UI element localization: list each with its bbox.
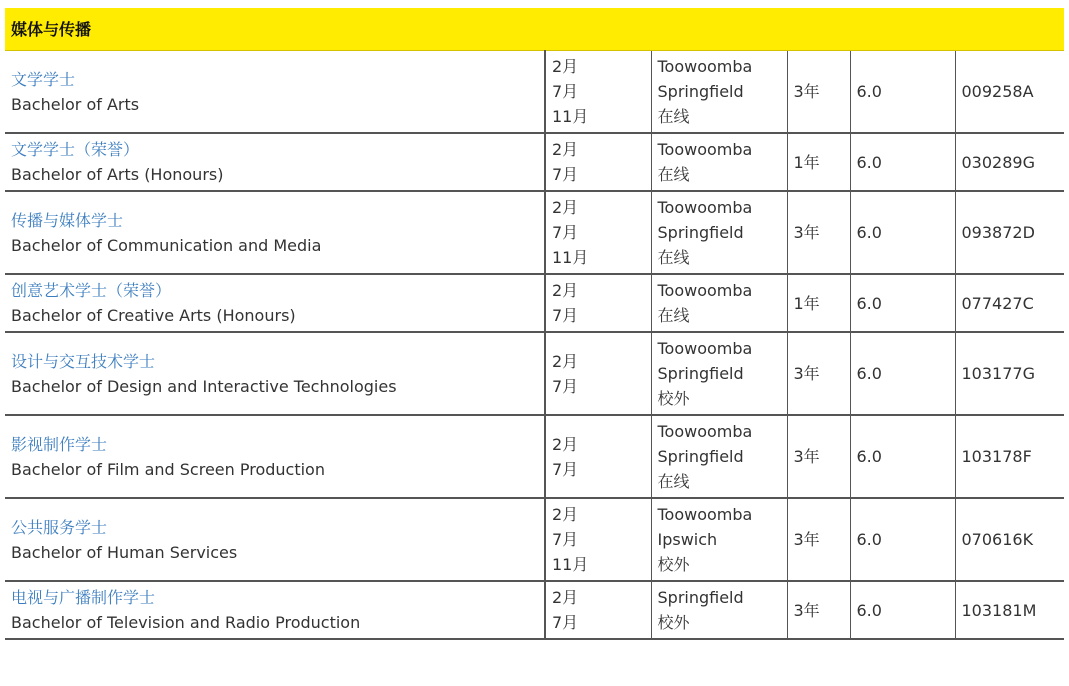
program-english-name: Bachelor of Creative Arts (Honours) [11,306,296,325]
intake-month: 2月 [552,140,579,159]
program-name-cell [5,274,545,332]
ielts-score-cell: 6.0 [850,498,955,581]
ielts-score-cell: 6.0 [850,332,955,415]
section-title: 媒体与传播 [5,8,1064,51]
intake-month: 7月 [552,165,579,184]
program-english-name: Bachelor of Film and Screen Production [11,459,325,479]
campus-cell [651,51,787,134]
program-english-name: Bachelor of Arts [11,94,140,114]
intake-cell [545,133,651,191]
ielts-score-cell: 6.0 [850,191,955,274]
cricos-code-cell: 030289G [955,133,1064,191]
program-link[interactable]: 电视与广播制作学士 [11,588,156,607]
intake-month: 11月 [552,107,589,126]
intake-cell [545,274,651,332]
campus-cell [651,274,787,332]
program-name-cell [5,498,545,581]
cricos-code-cell: 009258A [955,51,1064,134]
intake-month: 11月 [552,248,589,267]
campus-name: 在线 [657,472,690,491]
program-link[interactable]: 文学学士 [11,69,76,89]
table-row [5,191,1064,274]
campus-name: Springfield [657,447,744,466]
campus-name: Toowoomba [657,198,753,217]
table-row [5,498,1064,581]
program-name-cell [5,133,545,191]
duration-cell: 3年 [787,332,850,415]
table-body [5,8,1064,639]
program-name-cell [5,191,545,274]
campus-name: 校外 [657,389,690,408]
cricos-code-cell: 093872D [955,191,1064,274]
program-name-cell [5,581,545,639]
cricos-code-cell: 103181M [955,581,1064,639]
campus-name: 在线 [657,165,690,184]
table-row [5,581,1064,639]
program-name-cell [5,332,545,415]
intake-cell [545,191,651,274]
intake-cell [545,581,651,639]
intake-month: 7月 [552,376,579,396]
intake-month: 2月 [552,505,579,524]
campus-name: Springfield [657,223,744,242]
campus-cell [651,498,787,581]
program-link[interactable]: 影视制作学士 [11,434,108,454]
campus-cell [651,332,787,415]
duration-cell: 3年 [787,581,850,639]
intake-cell [545,51,651,134]
campus-cell [651,133,787,191]
ielts-score-cell: 6.0 [850,415,955,498]
intake-month: 2月 [552,281,579,300]
campus-name: Toowoomba [657,339,753,358]
program-english-name: Bachelor of Communication and Media [11,235,322,255]
campus-name: Springfield [657,364,744,383]
intake-month: 7月 [552,613,579,632]
campus-name: Springfield [657,588,744,607]
campus-name: 在线 [657,107,690,126]
campus-name: 在线 [657,306,690,325]
intake-month: 2月 [552,434,579,454]
program-english-name: Bachelor of Television and Radio Production [11,613,361,632]
campus-name: Toowoomba [657,281,753,300]
intake-month: 7月 [552,82,579,101]
intake-month: 2月 [552,588,579,607]
campus-name: Toowoomba [657,422,753,441]
campus-cell [651,415,787,498]
campus-name: Ipswich [657,530,718,549]
program-link[interactable]: 公共服务学士 [11,517,108,537]
intake-month: 7月 [552,223,579,242]
intake-month: 7月 [552,459,579,479]
table-row [5,274,1064,332]
duration-cell: 3年 [787,498,850,581]
duration-cell: 3年 [787,415,850,498]
campus-name: Springfield [657,82,744,101]
program-english-name: Bachelor of Design and Interactive Technologies [11,376,397,396]
campus-name: 在线 [657,248,690,267]
intake-month: 2月 [552,198,579,217]
campus-name: 校外 [657,613,690,632]
table-row [5,133,1064,191]
program-link[interactable]: 设计与交互技术学士 [11,351,156,371]
campus-name: Toowoomba [657,505,753,524]
ielts-score-cell: 6.0 [850,274,955,332]
campus-name: Toowoomba [657,140,753,159]
program-name-cell [5,415,545,498]
table-row [5,332,1064,415]
ielts-score-cell: 6.0 [850,133,955,191]
campus-name: Toowoomba [657,57,753,76]
program-name-cell [5,51,545,134]
cricos-code-cell: 070616K [955,498,1064,581]
duration-cell: 3年 [787,51,850,134]
intake-month: 2月 [552,351,579,371]
campus-cell [651,581,787,639]
ielts-score-cell: 6.0 [850,51,955,134]
intake-cell [545,498,651,581]
section-header-row [5,8,1064,51]
intake-month: 7月 [552,306,579,325]
table-row [5,415,1064,498]
duration-cell: 1年 [787,274,850,332]
campus-cell [651,191,787,274]
intake-cell [545,415,651,498]
duration-cell: 1年 [787,133,850,191]
cricos-code-cell: 103177G [955,332,1064,415]
intake-cell [545,332,651,415]
table-row [5,51,1064,134]
cricos-code-cell: 077427C [955,274,1064,332]
program-english-name: Bachelor of Human Services [11,542,238,562]
intake-month: 7月 [552,530,579,549]
program-link[interactable]: 传播与媒体学士 [11,210,124,230]
ielts-score-cell: 6.0 [850,581,955,639]
cricos-code-cell: 103178F [955,415,1064,498]
program-english-name: Bachelor of Arts (Honours) [11,165,224,184]
intake-month: 2月 [552,57,579,76]
program-link[interactable]: 创意艺术学士（荣誉） [11,281,172,300]
programs-table [5,8,1064,640]
duration-cell: 3年 [787,191,850,274]
program-link[interactable]: 文学学士（荣誉） [11,140,140,159]
intake-month: 11月 [552,555,589,574]
campus-name: 校外 [657,555,690,574]
